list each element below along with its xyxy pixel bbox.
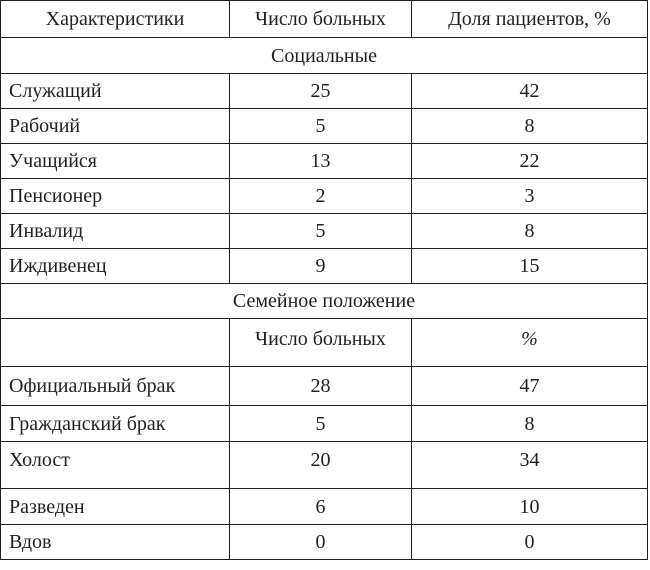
- header-patient-count: Число больных: [230, 1, 412, 38]
- row-label: Разведен: [1, 489, 230, 525]
- table-row: [1, 214, 648, 249]
- row-count: 2: [230, 179, 412, 214]
- header-characteristics: Характеристики: [1, 1, 230, 38]
- subheader-row: [1, 319, 648, 367]
- row-percent: 22: [412, 144, 648, 179]
- row-percent: 15: [412, 249, 648, 284]
- table-row: [1, 179, 648, 214]
- row-count: 25: [230, 74, 412, 109]
- row-label: Гражданский брак: [1, 406, 230, 442]
- row-label: Вдов: [1, 525, 230, 560]
- table-row: [1, 406, 648, 442]
- table-row: [1, 249, 648, 284]
- row-count: 5: [230, 406, 412, 442]
- row-label: Служащий: [1, 74, 230, 109]
- row-label: Официальный брак: [1, 367, 230, 406]
- row-label: Рабочий: [1, 109, 230, 144]
- row-label: Инвалид: [1, 214, 230, 249]
- row-label: Иждивенец: [1, 249, 230, 284]
- row-percent: 42: [412, 74, 648, 109]
- row-count: 6: [230, 489, 412, 525]
- row-percent: 3: [412, 179, 648, 214]
- row-count: 5: [230, 109, 412, 144]
- row-count: 28: [230, 367, 412, 406]
- table-header-row: [1, 1, 648, 38]
- subheader-patient-count: Число больных: [230, 319, 412, 367]
- row-percent: 8: [412, 214, 648, 249]
- row-count: 5: [230, 214, 412, 249]
- row-count: 13: [230, 144, 412, 179]
- row-count: 20: [230, 442, 412, 489]
- row-label: Пенсионер: [1, 179, 230, 214]
- row-label: Холост: [1, 442, 230, 489]
- section-header-row: [1, 38, 648, 74]
- row-count: 0: [230, 525, 412, 560]
- row-percent: 10: [412, 489, 648, 525]
- row-percent: 8: [412, 109, 648, 144]
- table-row: [1, 74, 648, 109]
- row-label: Учащийся: [1, 144, 230, 179]
- row-percent: 8: [412, 406, 648, 442]
- row-percent: 34: [412, 442, 648, 489]
- row-count: 9: [230, 249, 412, 284]
- table-row: [1, 367, 648, 406]
- subheader-percent: %: [412, 319, 648, 367]
- table-row: [1, 525, 648, 560]
- subheader-label: [1, 319, 230, 367]
- section-header-row: [1, 284, 648, 319]
- row-percent: 47: [412, 367, 648, 406]
- section-title-social: Социальные: [1, 38, 648, 74]
- table-row: [1, 144, 648, 179]
- header-patient-share: Доля пациентов, %: [412, 1, 648, 38]
- table-row: [1, 109, 648, 144]
- table-row: [1, 489, 648, 525]
- table-row: [1, 442, 648, 489]
- row-percent: 0: [412, 525, 648, 560]
- section-title-family: Семейное положение: [1, 284, 648, 319]
